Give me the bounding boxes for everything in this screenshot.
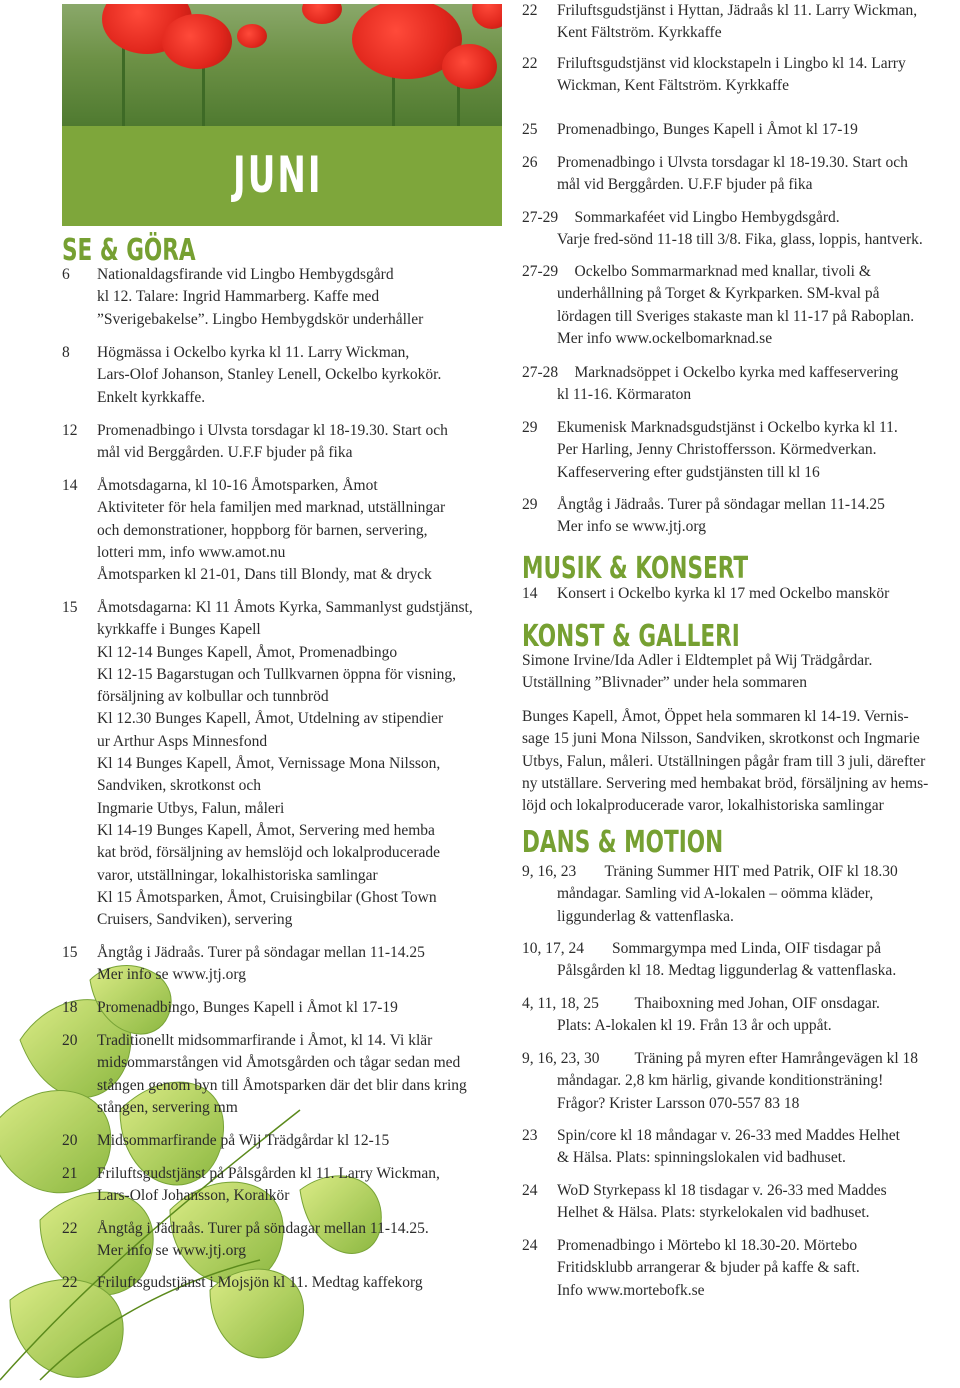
event-text-line: Helhet & Hälsa. Plats: styrkelokalen vid badhuset.	[557, 1204, 870, 1222]
event-text-line: Promenadbingo i Ulvsta torsdagar kl 18-19.30. Start och	[97, 422, 448, 439]
event-text-line: Träning på myren efter Hamrångevägen kl 18	[634, 1050, 919, 1067]
event-text-line: Lars-Olof Johanson, Stanley Lenell, Ockelbo kyrkokör.	[97, 366, 442, 384]
event-text-line: Promenadbingo i Ulvsta torsdagar kl 18-19.30. Start och	[557, 154, 908, 171]
event-text-line: Mer info se www.jtj.org	[97, 966, 246, 984]
event-text-line: Nationaldagsfirande vid Lingbo Hembygdsgård	[97, 266, 394, 283]
event-text	[557, 261, 914, 350]
event-text-line: ”Sverigebakelse”. Lingbo Hembygdskör underhåller	[97, 310, 424, 328]
event-text-line: Sommargympa med Linda, OIF tisdagar på	[612, 940, 882, 957]
event-text-line: Kl 14-19 Bunges Kapell, Åmot, Servering med hemba	[97, 821, 435, 839]
event-date: 4, 11, 18, 25	[522, 995, 599, 1012]
event-text-line: Friluftsgudstjänst i Mojsjön kl 11. Medtag kaffekorg	[97, 1274, 423, 1291]
text-line: Utställning ”Blivnader” under hela sommaren	[522, 674, 807, 692]
event-text	[557, 938, 896, 983]
event-text-line: Spin/core kl 18 måndagar v. 26-33 med Maddes Helhet	[557, 1127, 900, 1144]
event-text-line: Varje fred-sönd 11-18 till 3/8. Fika, glass, loppis, hantverk.	[557, 231, 923, 249]
event-text-line: stången genom byn till Åmotsparken där det blir dans kring	[97, 1076, 467, 1094]
text-line: sage 15 juni Mona Nilsson, Sandviken, skrotkonst och Ingmarie	[522, 730, 920, 748]
section-title-dans: DANS & MOTION	[522, 825, 724, 860]
event-text-line: Traditionellt midsommarfirande i Åmot, kl 14. Vi klär	[97, 1032, 433, 1049]
event-date: 22	[522, 55, 538, 72]
event-text	[97, 475, 445, 586]
event-date: 14	[62, 477, 78, 494]
event-text	[97, 1163, 440, 1208]
event-date: 12	[62, 422, 78, 439]
event-text-line: Friluftsgudstjänst på Pålsgården kl 11. Larry Wickman,	[97, 1165, 440, 1182]
event-date: 14	[522, 585, 538, 602]
event-text-line: kl 12. Talare: Ingrid Hammarberg. Kaffe med	[97, 288, 380, 306]
event-text	[557, 993, 880, 1038]
text-line: ny utställare. Servering med hembakat bröd, försäljning av hems-	[522, 774, 929, 792]
event-date: 29	[522, 419, 538, 436]
event-text-line: Frågor? Krister Larsson 070-557 83 18	[557, 1094, 800, 1112]
event-text	[557, 861, 898, 928]
poppy-header-image	[62, 4, 502, 126]
event-text-line: Träning Summer HIT med Patrik, OIF kl 18.30	[604, 863, 898, 880]
text-line: Bunges Kapell, Åmot, Öppet hela sommaren kl 14-19. Vernis-	[522, 708, 909, 725]
event-date: 22	[62, 1274, 78, 1291]
event-text-line: Enkelt kyrkkaffe.	[97, 388, 206, 406]
event-date: 23	[522, 1127, 538, 1144]
text-line: Simone Irvine/Ida Adler i Eldtemplet på Wij Trädgårdar.	[522, 652, 873, 669]
event-text-line: Ockelbo Sommarmarknad med knallar, tivoli &	[574, 263, 871, 280]
event-text-line: Åmotsdagarna, kl 10-16 Åmotsparken, Åmot	[97, 477, 378, 494]
event-text-line: Ångtåg i Jädraås. Turer på söndagar mellan 11-14.25	[97, 944, 425, 961]
event-text-line: Åmotsparken kl 21-01, Dans till Blondy, mat & dryck	[97, 566, 432, 584]
event-date: 22	[522, 2, 538, 19]
event-text-line: Kl 12-14 Bunges Kapell, Åmot, Promenadbingo	[97, 643, 398, 661]
event-text	[557, 583, 889, 605]
event-text-line: Per Harling, Jenny Christoffersson. Körmedverkan.	[557, 441, 877, 459]
event-date: 6	[62, 266, 70, 283]
event-text-line: liggunderlag & vattenflaska.	[557, 907, 734, 925]
event-text	[557, 1048, 918, 1115]
event-date: 29	[522, 496, 538, 513]
event-date: 15	[62, 599, 78, 616]
event-date: 25	[522, 121, 538, 138]
text-line: löjd och lokalproducerade varor, lokalhistoriska samlingar	[522, 797, 884, 815]
event-text	[97, 1272, 423, 1294]
event-text-line: Ekumenisk Marknadsgudstjänst i Ockelbo kyrka kl 11.	[557, 419, 898, 436]
event-text-line: Cruisers, Sandviken), servering	[97, 911, 293, 929]
event-date: 18	[62, 999, 78, 1016]
event-text-line: underhållning på Torget & Kyrkparken. SM-kval på	[557, 285, 880, 303]
event-text-line: Ingmarie Utbys, Falun, måleri	[97, 799, 285, 817]
event-text	[557, 1180, 887, 1225]
event-text-line: Friluftsgudstjänst vid klockstapeln i Lingbo kl 14. Larry	[557, 55, 906, 72]
event-text-line: Wickman, Kent Fältström. Kyrkkaffe	[557, 77, 789, 95]
event-text-line: Kl 14 Bunges Kapell, Åmot, Vernissage Mona Nilsson,	[97, 755, 441, 773]
event-text-line: Marknadsöppet i Ockelbo kyrka med kaffeservering	[574, 364, 899, 381]
event-text-line: Friluftsgudstjänst i Hyttan, Jädraås kl 11. Larry Wickman,	[557, 2, 918, 19]
event-text	[557, 152, 908, 197]
event-text-line: Info www.mortebofk.se	[557, 1281, 705, 1299]
event-text-line: Promenadbingo, Bunges Kapell i Åmot kl 17-19	[97, 999, 398, 1016]
event-text	[557, 119, 858, 141]
event-text-line: Åmotsdagarna: Kl 11 Åmots Kyrka, Sammanlyst gudstjänst,	[97, 599, 473, 616]
event-text-line: försäljning av kolbullar och tunnbröd	[97, 688, 329, 706]
event-text-line: mål vid Berggården. U.F.F bjuder på fika	[97, 444, 353, 462]
event-text	[557, 362, 898, 407]
event-text-line: kl 11-16. Körmaraton	[557, 386, 692, 404]
event-date: 9, 16, 23, 30	[522, 1050, 600, 1067]
event-text-line: Kaffeservering efter gudstjänsten till kl 16	[557, 463, 820, 481]
event-text-line: Sandviken, skrotkonst och	[97, 777, 262, 795]
event-date: 24	[522, 1237, 538, 1254]
event-text	[557, 0, 917, 45]
event-date: 27-29	[522, 209, 559, 226]
event-text-line: varor, utställningar, lokalhistoriska samlingar	[97, 866, 378, 884]
event-text-line: och demonstrationer, hoppborg för barnen, servering,	[97, 521, 428, 539]
event-text-line: Midsommarfirande på Wij Trädgårdar kl 12-15	[97, 1132, 390, 1149]
event-date: 24	[522, 1182, 538, 1199]
event-text-line: Ångtåg i Jädraås. Turer på söndagar mellan 11-14.25	[557, 496, 885, 513]
event-date: 9, 16, 23	[522, 863, 577, 880]
event-text	[97, 997, 398, 1019]
month-title: JUNI	[233, 146, 323, 204]
event-text-line: mål vid Berggården. U.F.F bjuder på fika	[557, 176, 813, 194]
event-text	[557, 417, 898, 484]
event-text	[97, 597, 473, 931]
event-text-line: måndagar. 2,8 km härlig, givande konditionsträning!	[557, 1072, 884, 1090]
event-text-line: midsommarstången vid Åmotsgården och tågar sedan med	[97, 1054, 461, 1072]
event-text	[97, 264, 423, 331]
event-text-line: Aktiviteter för hela familjen med marknad, utställningar	[97, 499, 446, 517]
event-text-line: Kl 15 Åmotsparken, Åmot, Cruisingbilar (Ghost Town	[97, 888, 437, 906]
event-text	[557, 1235, 860, 1302]
event-date: 8	[62, 344, 70, 361]
event-text-line: Lars-Olof Johansson, Koralkör	[97, 1187, 290, 1205]
section-title-musik: MUSIK & KONSERT	[522, 551, 749, 586]
event-date: 22	[62, 1220, 78, 1237]
event-text	[557, 494, 885, 539]
event-text-line: Konsert i Ockelbo kyrka kl 17 med Ockelbo manskör	[557, 585, 890, 602]
event-text-line: Promenadbingo i Mörtebo kl 18.30-20. Mörtebo	[557, 1237, 858, 1254]
event-date: 10, 17, 24	[522, 940, 584, 957]
konst-paragraph-1	[522, 650, 872, 695]
event-text	[97, 420, 448, 465]
event-text-line: Kl 12.30 Bunges Kapell, Åmot, Utdelning av stipendier	[97, 710, 444, 728]
event-text	[557, 1125, 900, 1170]
konst-paragraph-2	[522, 706, 928, 817]
event-text-line: Mer info www.ockelbomarknad.se	[557, 329, 773, 347]
event-date: 20	[62, 1032, 78, 1049]
event-text-line: Sommarkaféet vid Lingbo Hembygdsgård.	[574, 209, 840, 226]
section-title-konst: KONST & GALLERI	[522, 619, 740, 654]
event-date: 21	[62, 1165, 78, 1182]
event-date: 27-29	[522, 263, 559, 280]
event-text-line: Mer info se www.jtj.org	[557, 518, 706, 536]
event-text	[97, 1130, 389, 1152]
event-text-line: Kent Fältström. Kyrkkaffe	[557, 24, 722, 42]
event-text	[97, 1218, 429, 1263]
event-text-line: & Hälsa. Plats: spinningslokalen vid badhuset.	[557, 1149, 846, 1167]
event-text-line: ur Arthur Asps Minnesfond	[97, 732, 268, 750]
event-text	[557, 207, 923, 252]
event-text-line: kat bröd, försäljning av hemslöjd och lokalproducerade	[97, 844, 441, 862]
event-text	[557, 53, 906, 98]
section-title-se-gora: SE & GÖRA	[62, 233, 196, 268]
event-text-line: kyrkkaffe i Bunges Kapell	[97, 621, 261, 639]
event-text	[97, 942, 425, 987]
event-date: 20	[62, 1132, 78, 1149]
event-date: 26	[522, 154, 538, 171]
event-text-line: Högmässa i Ockelbo kyrka kl 11. Larry Wickman,	[97, 344, 410, 361]
event-text-line: Pålsgården kl 18. Medtag liggunderlag & vattenflaska.	[557, 962, 897, 980]
event-text-line: Thaiboxning med Johan, OIF onsdagar.	[634, 995, 880, 1012]
event-text-line: Promenadbingo, Bunges Kapell i Åmot kl 17-19	[557, 121, 858, 138]
event-text-line: Ångtåg i Jädraås. Turer på söndagar mellan 11-14.25.	[97, 1220, 429, 1237]
event-text-line: lotteri mm, info www.amot.nu	[97, 543, 286, 561]
event-text	[97, 342, 441, 409]
event-text-line: Mer info se www.jtj.org	[97, 1242, 246, 1260]
event-text-line: lördagen till Sveriges stakaste man kl 11-17 på Raboplan.	[557, 307, 915, 325]
event-text-line: måndagar. Samling vid A-lokalen – oömma kläder,	[557, 885, 874, 903]
event-text-line: WoD Styrkepass kl 18 tisdagar v. 26-33 med Maddes	[557, 1182, 887, 1199]
event-date: 15	[62, 944, 78, 961]
text-line: Utbys, Falun, måleri. Utställningen pågår fram till 3 juli, därefter	[522, 752, 926, 770]
event-text-line: Kl 12-15 Bagarstugan och Tullkvarnen öppna för visning,	[97, 665, 457, 683]
event-text	[97, 1030, 467, 1119]
event-text-line: stången, servering mm	[97, 1098, 238, 1116]
event-date: 27-28	[522, 364, 559, 381]
event-text-line: Fritidsklubb arrangerar & bjuder på kaffe & saft.	[557, 1259, 860, 1277]
event-text-line: Plats: A-lokalen kl 19. Från 13 år och uppåt.	[557, 1017, 832, 1035]
